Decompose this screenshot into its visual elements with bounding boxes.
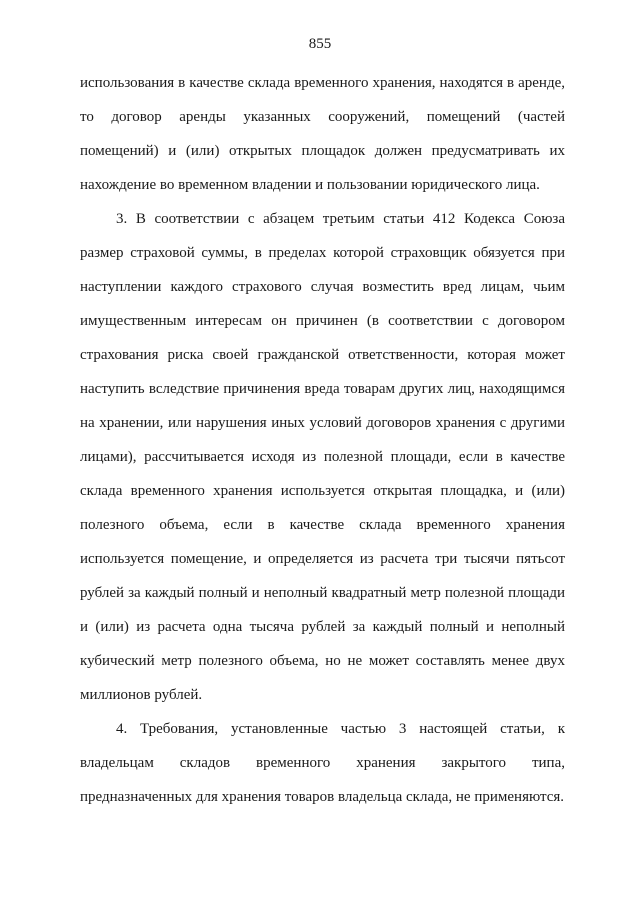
paragraph-3-start: 3. В соответствии с абзацем третьим статьи 412 Кодекса Союза <box>116 211 565 227</box>
text-line: владельцам складов временного хранения закрытого типа, <box>80 755 565 771</box>
text-line: предназначенных для хранения товаров владельца склада, не применяются. <box>80 789 565 805</box>
body-text <box>80 66 565 814</box>
text-line: на хранении, или нарушения иных условий договоров хранения с другими <box>80 415 565 431</box>
text-line: имущественным интересам он причинен (в соответствии с договором <box>80 313 565 329</box>
text-line: наступлении каждого страхового случая возместить вред лицам, чьим <box>80 279 565 295</box>
text-line: лицами), рассчитывается исходя из полезной площади, если в качестве <box>80 449 565 465</box>
text-line: использования в качестве склада временного хранения, находятся в аренде, <box>80 75 565 91</box>
text-line: кубический метр полезного объема, но не может составлять менее двух <box>80 653 565 669</box>
text-line: наступить вследствие причинения вреда товарам других лиц, находящимся <box>80 381 565 397</box>
text-line: и (или) из расчета одна тысяча рублей за каждый полный и неполный <box>80 619 565 635</box>
text-line: страхования риска своей гражданской ответственности, которая может <box>80 347 565 363</box>
text-line: миллионов рублей. <box>80 687 203 703</box>
text-line: то договор аренды указанных сооружений, помещений (частей <box>80 109 565 125</box>
text-line: рублей за каждый полный и неполный квадратный метр полезной площади <box>80 585 565 601</box>
page-number: 855 <box>308 36 332 52</box>
text-line: нахождение во временном владении и пользовании юридического лица. <box>80 177 540 193</box>
text-line: склада временного хранения используется открытая площадка, и (или) <box>80 483 565 499</box>
paragraph-4-start: 4. Требования, установленные частью 3 настоящей статьи, к <box>116 721 565 737</box>
text-line: размер страховой суммы, в пределах которой страховщик обязуется при <box>80 245 565 261</box>
text-line: полезного объема, если в качестве склада временного хранения <box>80 517 565 533</box>
text-line: помещений) и (или) открытых площадок должен предусматривать их <box>80 143 565 159</box>
text-line: используется помещение, и определяется из расчета три тысячи пятьсот <box>80 551 565 567</box>
